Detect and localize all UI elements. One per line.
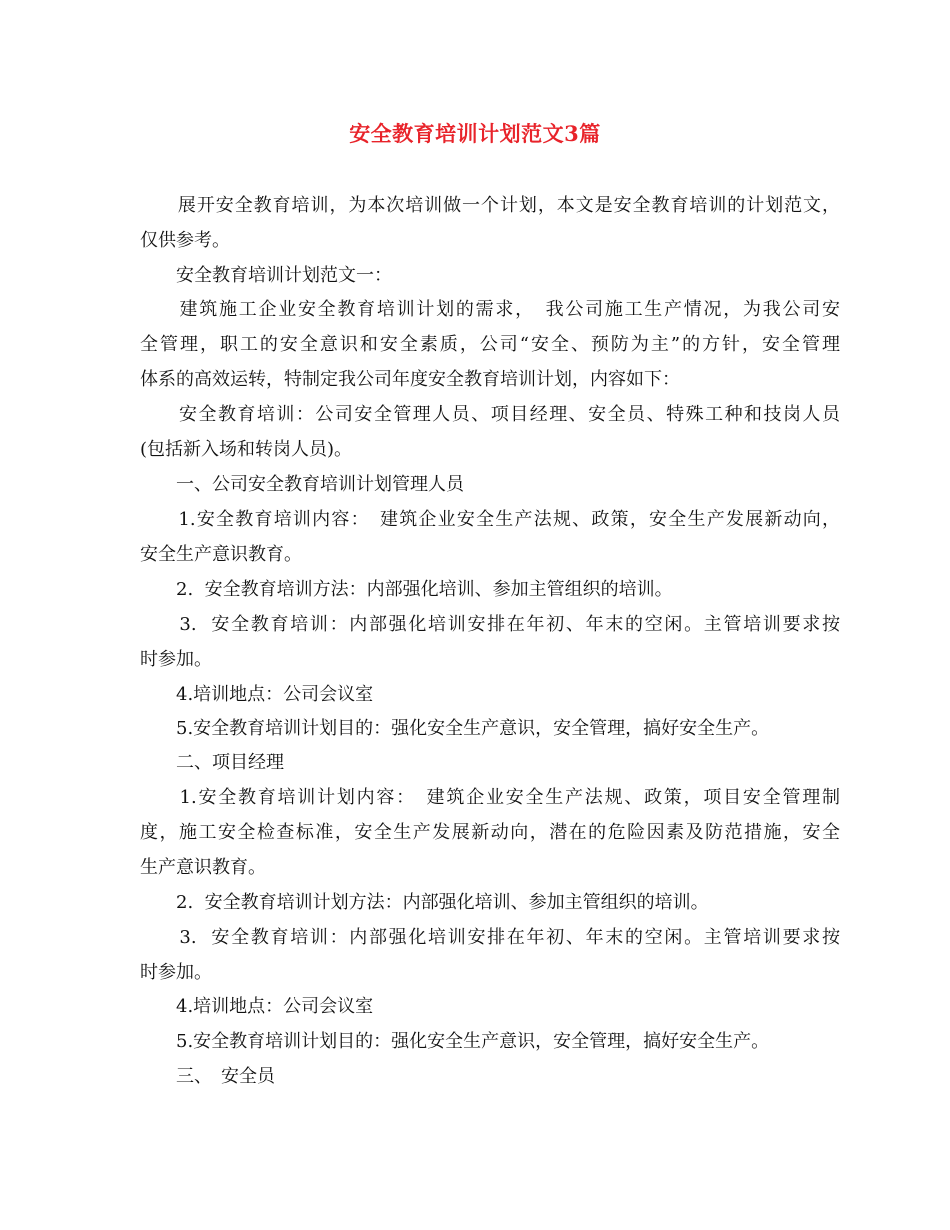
paragraph-line: 3. 安全教育培训：内部强化培训安排在年初、年末的空闲。主管培训要求按 [140, 614, 840, 635]
paragraph-line: 2. 安全教育培训计划方法：内部强化培训、参加主管组织的培训。 [140, 892, 709, 913]
paragraph-line: 度，施工安全检查标准，安全生产发展新动向，潜在的危险因素及防范措施，安全 [140, 822, 840, 843]
paragraph-line: 全管理，职工的安全意识和安全素质，公司“安全、预防为主”的方针，安全管理 [140, 334, 840, 355]
paragraph-line: 3. 安全教育培训：内部强化培训安排在年初、年末的空闲。主管培训要求按 [140, 927, 840, 948]
paragraph-line: 安全教育培训：公司安全管理人员、项目经理、安全员、特殊工种和技岗人员 [140, 404, 840, 425]
paragraph-line: 体系的高效运转，特制定我公司年度安全教育培训计划，内容如下： [140, 369, 680, 390]
section-heading: 三、 安全员 [140, 1066, 275, 1087]
paragraph-line: 时参加。 [140, 962, 212, 983]
document-title: 安全教育培训计划范文3篇 [349, 121, 601, 146]
paragraph-line: 安全教育培训计划范文一： [140, 265, 392, 286]
paragraph-line: 5.安全教育培训计划目的：强化安全生产意识，安全管理，搞好安全生产。 [140, 718, 770, 739]
paragraph-line: 4.培训地点：公司会议室 [140, 684, 374, 705]
paragraph-line: 生产意识教育。 [140, 857, 266, 878]
paragraph-line: 5.安全教育培训计划目的：强化安全生产意识，安全管理，搞好安全生产。 [140, 1031, 770, 1052]
paragraph-line: 安全生产意识教育。 [140, 544, 302, 565]
paragraph-line: 4.培训地点：公司会议室 [140, 996, 374, 1017]
section-heading: 二、项目经理 [140, 752, 284, 773]
paragraph-line: 时参加。 [140, 649, 212, 670]
paragraph-line: 1.安全教育培训内容： 建筑企业安全生产法规、政策，安全生产发展新动向， [140, 509, 840, 530]
paragraph-line: 展开安全教育培训，为本次培训做一个计划，本文是安全教育培训的计划范文， [140, 195, 840, 216]
paragraph-line: 2. 安全教育培训方法：内部强化培训、参加主管组织的培训。 [140, 579, 673, 600]
section-heading: 一、公司安全教育培训计划管理人员 [140, 474, 464, 495]
paragraph-line: (包括新入场和转岗人员)。 [140, 439, 353, 460]
paragraph-line: 建筑施工企业安全教育培训计划的需求， 我公司施工生产情况，为我公司安 [140, 299, 840, 320]
paragraph-line: 仅供参考。 [140, 230, 230, 251]
paragraph-line: 1.安全教育培训计划内容： 建筑企业安全生产法规、政策，项目安全管理制 [140, 787, 840, 808]
